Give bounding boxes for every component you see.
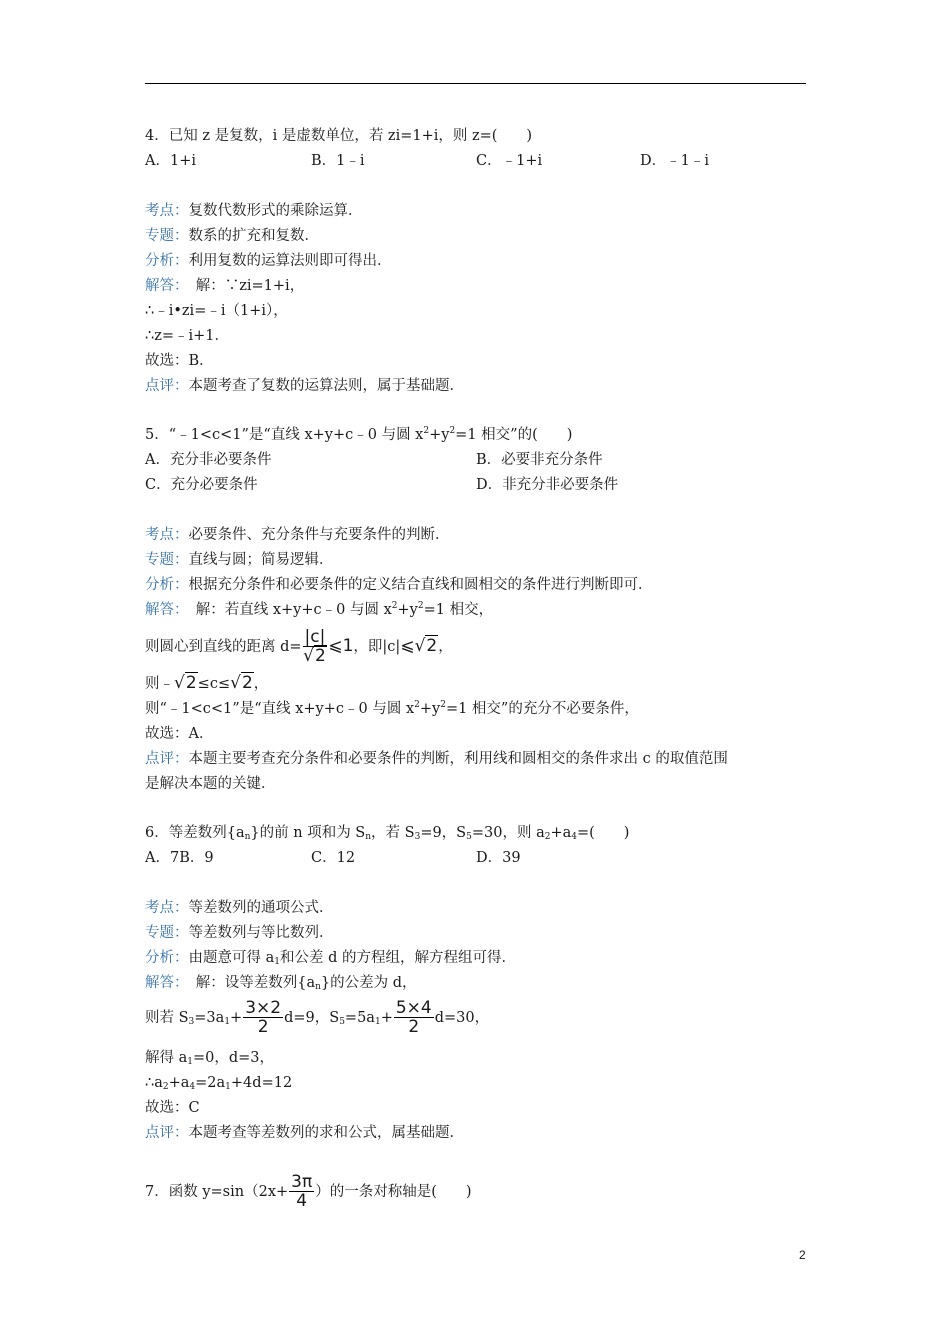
q5-fenxi-tag: 分析： — [145, 577, 189, 593]
q5-option-c: C．充分必要条件 — [145, 477, 258, 493]
q4-fenxi — [145, 251, 392, 271]
q4-zhuanti-tag: 专题： — [145, 228, 189, 244]
q6-fenxi: 分析：由题意可得 $a_1$和公差 d 的方程组，解方程组可得． — [145, 950, 516, 967]
q5-dianping-text: 本题主要考查充分条件和必要条件的判断，利用线和圆相交的条件求出 c 的取值范围 — [188, 751, 728, 767]
q5-range-line: 则﹣√2≤c≤√2， — [145, 673, 269, 693]
q4-fenxi-text: 利用复数的运算法则即可得出． — [188, 253, 392, 269]
q4-fenxi-tag: 分析： — [145, 253, 189, 269]
q5-stem: 5．“﹣1<c<1”是“直线 x+y+c﹣0 与圆 $x^2+y^2=1$ 相交”的( ) — [145, 426, 573, 443]
fraction-3x2: $\frac{3\times 2}{2}$ — [245, 998, 282, 1037]
distance-fraction: $\frac{|c|}{√2}$ — [303, 627, 326, 666]
q6-kaodian-text: 等差数列的通项公式． — [188, 900, 334, 916]
sqrt-2: √2 — [414, 636, 438, 656]
q6-kaodian-tag: 考点： — [145, 900, 189, 916]
q4-jieda-text: 解：∵zi=1+i， — [181, 278, 305, 294]
q4-zhuanti-text: 数系的扩充和复数． — [188, 228, 319, 244]
fraction-5x4: $\frac{5\times 4}{2}$ — [395, 998, 432, 1037]
q6-dianping — [145, 1123, 464, 1143]
q5-dianping-tag: 点评： — [145, 751, 189, 767]
q4-kaodian-tag: 考点： — [145, 203, 189, 219]
q5-zhuanti-text: 直线与圆；简易逻辑． — [188, 552, 334, 568]
q6-option-ab: A．7B．9 — [145, 850, 214, 866]
q4-step1: ∴﹣i•zi=﹣i（1+i）， — [145, 303, 288, 319]
page-number: 2 — [799, 1248, 806, 1262]
q4-option-b: B．1﹣i — [311, 153, 365, 169]
q5-kaodian-tag: 考点： — [145, 527, 189, 543]
q6-zhuanti-tag: 专题： — [145, 925, 189, 941]
fraction-3pi-4: $\frac{3\pi}{4}$ — [291, 1172, 313, 1211]
q7-stem: 7．函数 y=sin（2x+ $\frac{3\pi}{4}$ ）的一条对称轴是( ) — [145, 1172, 472, 1211]
q6-option-c: C．12 — [311, 850, 356, 866]
q6-dianping-tag: 点评： — [145, 1125, 189, 1141]
q6-jieda-tag: 解答： — [145, 975, 182, 991]
q5-option-d: D．非充分非必要条件 — [476, 477, 619, 493]
q6-dianping-text: 本题考查等差数列的求和公式，属基础题． — [188, 1125, 464, 1141]
q5-jieda: 解答： 解：若直线 x+y+c﹣0 与圆 $x^2+y^2=1$ 相交， — [145, 601, 494, 618]
q5-option-a: A．充分非必要条件 — [145, 452, 272, 468]
q5-fenxi-text: 根据充分条件和必要条件的定义结合直线和圆相交的条件进行判断即可． — [188, 577, 653, 593]
q4-dianping-text: 本题考查了复数的运算法则，属于基础题． — [188, 378, 464, 394]
q4-option-a: A．1+i — [145, 153, 196, 169]
q5-option-b: B．必要非充分条件 — [476, 452, 603, 468]
q6-equation-line: 则若 $S_3=3a_1+$ $\frac{3\times 2}{2}$ d=9，$S_5=5a_1+$ $\frac{5\times 4}{2}$ d=30， — [145, 998, 490, 1037]
q4-dianping — [145, 376, 464, 396]
q6-zhuanti — [145, 923, 334, 943]
q6-sum: $\therefore a_2+a_4=2a_1+4d=12$ — [145, 1075, 293, 1092]
q5-kaodian-text: 必要条件、充分条件与充要条件的判断． — [188, 527, 450, 543]
q6-solution: 解得 $a_1=0$，d=3， — [145, 1050, 275, 1067]
q5-dianping-cont: 是解决本题的关键． — [145, 776, 276, 792]
q4-zhuanti — [145, 226, 319, 246]
q4-kaodian-text: 复数代数形式的乘除运算． — [188, 203, 363, 219]
q4-stem: 4．已知 z 是复数，i 是虚数单位，若 zi=1+i，则 z=( ) — [145, 128, 533, 144]
q6-stem: 6．等差数列$\{a_n\}$的前 n 项和为 $S_n$，若 $S_3=9$，$S_5=30$，则 $a_2+a_4=$( ) — [145, 825, 630, 842]
q6-kaodian — [145, 898, 334, 918]
q4-jieda — [145, 276, 304, 296]
q5-conclusion: 则“﹣1<c<1”是“直线 x+y+c﹣0 与圆 $x^2+y^2=1$ 相交”的充分不必要条件， — [145, 700, 639, 717]
q5-zhuanti — [145, 550, 334, 570]
q4-option-d: D．﹣1﹣i — [640, 153, 709, 169]
q5-answer: 故选：A． — [145, 726, 214, 742]
q5-fenxi — [145, 575, 653, 595]
q4-answer: 故选：B． — [145, 353, 214, 369]
q6-jieda: 解答： 解：设等差数列$\{a_n\}$的公差为 d， — [145, 975, 417, 992]
q6-fenxi-tag: 分析： — [145, 950, 189, 966]
q5-kaodian — [145, 525, 450, 545]
q4-step2: ∴z=﹣i+1． — [145, 328, 230, 344]
q4-jieda-tag: 解答： — [145, 278, 182, 294]
q6-zhuanti-text: 等差数列与等比数列． — [188, 925, 334, 941]
q4-option-c: C．﹣1+i — [476, 153, 543, 169]
q6-option-d: D．39 — [476, 850, 521, 866]
q4-dianping-tag: 点评： — [145, 378, 189, 394]
q5-dianping — [145, 749, 728, 769]
q5-zhuanti-tag: 专题： — [145, 552, 189, 568]
q6-answer: 故选：C — [145, 1100, 200, 1116]
q5-jieda-tag: 解答： — [145, 602, 182, 618]
q5-distance-line: 则圆心到直线的距离 d= $\frac{|c|}{√2}$ ⩽1，即|c|⩽√2， — [145, 627, 453, 666]
header-rule — [145, 83, 806, 84]
q4-kaodian — [145, 201, 363, 221]
